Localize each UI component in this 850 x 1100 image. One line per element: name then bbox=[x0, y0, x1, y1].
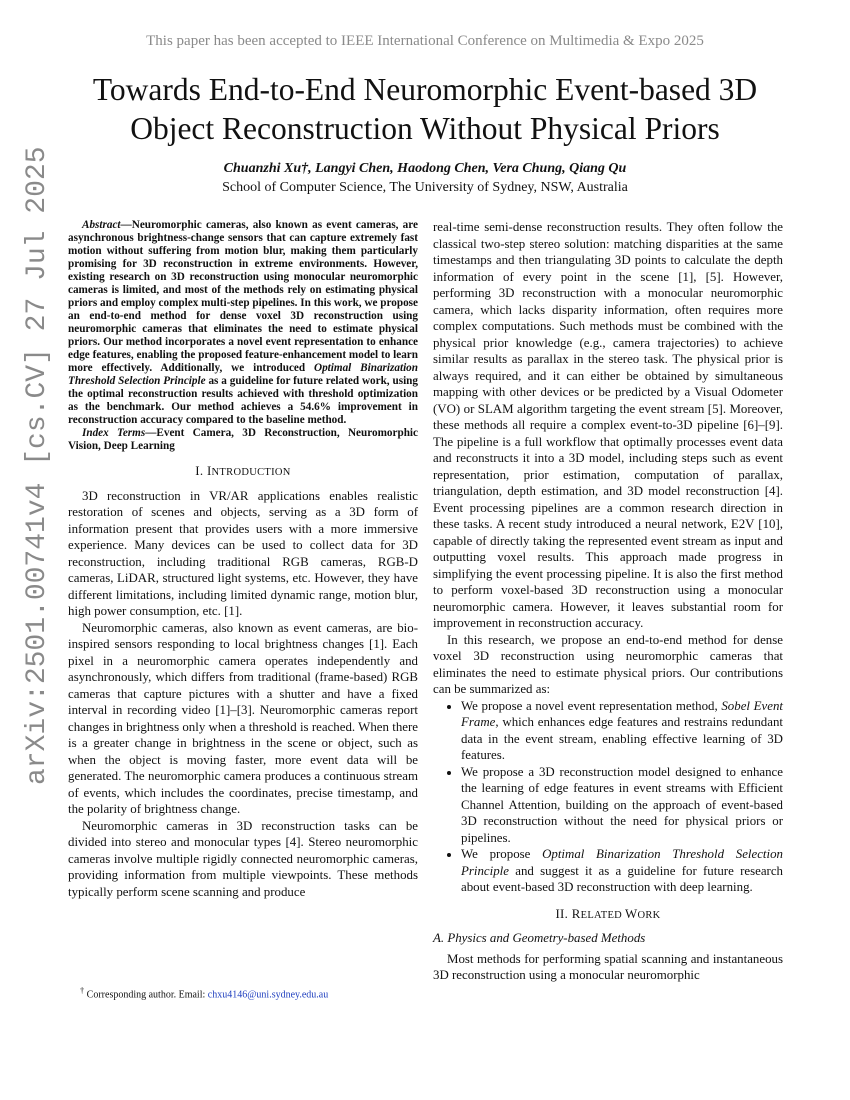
footnote-text: Corresponding author. Email: bbox=[84, 989, 208, 1001]
intro-paragraph-5: In this research, we propose an end-to-end method for dense voxel 3D reconstruction using neuromorphic cameras that eliminates the need to estimate physical priors. Our contributions can be summarized as: bbox=[433, 632, 783, 696]
abstract-text: —Neuromorphic cameras, also known as event cameras, are asynchronous brightness-change sensors that can capture extremely fast motion without suffering from motion blur, making them particularly promising for 3D reconstruction in extreme environments. However, existing research on 3D reconstruction using monocular neuromorphic cameras is limited, and most of the methods rely on estimating physical priors and employ complex multi-step pipelines. In this work, we propose an end-to-end method for dense voxel 3D reconstruction using neuromorphic cameras that eliminates the need to estimate physical priors. Our method incorporates a novel event representation to enhance edge features, enabling the proposed feature-enhancement model to learn more effectively. Additionally, we introduced bbox=[68, 219, 418, 374]
index-terms-label: Index Terms bbox=[82, 427, 146, 439]
section-heading-related-work bbox=[433, 906, 783, 925]
abstract-label: Abstract bbox=[82, 219, 121, 231]
right-column bbox=[433, 219, 783, 984]
related-work-paragraph: Most methods for performing spatial scanning and instantaneous 3D reconstruction using a monocular neuromorphic bbox=[433, 951, 783, 982]
section-heading-introduction bbox=[68, 463, 418, 482]
title-line-2: Object Reconstruction Without Physical Priors bbox=[130, 111, 720, 146]
abstract-text-end: as a guideline for future related work, using the optimal reconstruction results achieved with threshold optimization as the benchmark. Our method achieves a 54.6% improvement in reconstruction accuracy compared to the baseline method. bbox=[68, 375, 419, 426]
title-line-1: Towards End-to-End Neuromorphic Event-based 3D bbox=[92, 72, 758, 107]
left-column bbox=[68, 219, 418, 900]
section-heading-rest: ELATED bbox=[580, 909, 625, 921]
contribution-emphasis: Sobel Event Frame bbox=[461, 698, 783, 729]
abstract bbox=[68, 219, 418, 427]
intro-paragraph-3: Neuromorphic cameras in 3D reconstruction tasks can be divided into stereo and monocular types [4]. Stereo neuromorphic cameras involve multiple rigidly connected neuromorphic cameras, providing information from multiple viewpoints. These methods typically perform scene scanning and produce bbox=[68, 818, 418, 899]
contribution-text: We propose a novel event representation method, bbox=[461, 698, 722, 713]
acceptance-note: This paper has been accepted to IEEE International Conference on Multimedia & Expo 2025 bbox=[146, 33, 704, 49]
section-heading-rest: NTRODUCTION bbox=[211, 467, 291, 478]
section-number: I. bbox=[195, 464, 204, 478]
section-heading-initial: I bbox=[206, 464, 212, 478]
section-number: II. bbox=[555, 906, 569, 921]
contribution-list bbox=[433, 698, 783, 896]
index-terms-text: —Event Camera, 3D Reconstruction, Neuromorphic Vision, Deep Learning bbox=[68, 427, 418, 452]
contribution-text: We propose bbox=[461, 847, 543, 861]
section-heading-rest-2: ORK bbox=[637, 909, 661, 921]
contribution-item bbox=[461, 698, 783, 764]
footnote bbox=[80, 986, 410, 1000]
contribution-text-end: and suggest it as a guideline for future research about event-based 3D reconstruction with deep learning. bbox=[461, 863, 783, 894]
email-link[interactable]: chxu4146@uni.sydney.edu.au bbox=[207, 989, 329, 1001]
intro-paragraph-1: 3D reconstruction in VR/AR applications enables realistic restoration of scenes and objects, serving as a 3D form of information present that provides users with a more immersive experience. Many devices can be used to collect data for 3D reconstruction, including traditional RGB cameras, RGB-D cameras, LiDAR, structured light systems, etc. However, they have different limitations, including limited dynamic range, motion blur, high power consumption, etc. [1]. bbox=[68, 488, 418, 618]
abstract-principle: Optimal Binarization Threshold Selection Principle bbox=[68, 362, 418, 387]
section-heading-initial-2: W bbox=[625, 906, 638, 921]
contribution-text-end: , which enhances edge features and restrains redundant data in the event stream, enabling effective learning of 3D features. bbox=[461, 715, 783, 762]
subsection-heading: A. Physics and Geometry-based Methods bbox=[433, 931, 646, 945]
contribution-item bbox=[461, 846, 783, 896]
paper-title bbox=[40, 70, 810, 148]
intro-paragraph-4: real-time semi-dense reconstruction results. They often follow the classical two-step stereo solution: matching disparities at the same timestamps and then triangulating 3D points to calculate the depth information of every point in the scene [1], [5]. However, performing 3D reconstruction with a monocular neuromorphic camera, which lacks disparity information, often requires more complex computations. Such methods must be combined with the physical prior knowledge (e.g., camera trajectories) to achieve similar results as parallax in the stereo task. The physical prior is always required, and it can either be obtained by simultaneous mapping with other devices or be predicted by a Visual Odometer (VO) or SLAM algorithm targeting the event stream [5]. Moreover, these methods all require a complex event-to-3D pipeline [6]–[9]. The pipeline is a full workflow that optimally processes event data and reconstructs it into a 3D model, including steps such as event representation, prior estimation, computation of parallax, triangulation, depth estimation, and 3D model reconstruction [4]. Event processing pipelines are a common research direction in these tasks. A recent study introduced a neural network, E2V [10], capable of directly taking the represented event stream as input and outputting voxel results. This approach made progress in simplifying the event processing pipeline. It is also the first method to perform voxel-based 3D reconstruction using a monocular neuromorphic camera. However, it leaves substantial room for improvement in reconstruction accuracy. bbox=[433, 220, 783, 630]
affiliation: School of Computer Science, The University of Sydney, NSW, Australia bbox=[222, 180, 628, 195]
contribution-item bbox=[461, 764, 783, 847]
contribution-emphasis: Optimal Binarization Threshold Selection Principle bbox=[461, 847, 783, 878]
index-terms bbox=[68, 427, 418, 453]
footnote-mark: † bbox=[80, 986, 85, 995]
intro-paragraph-2: Neuromorphic cameras, also known as event cameras, are bio-inspired sensors responding to local brightness changes [1]. Each pixel in a neuromorphic camera operates independently and asynchronously, which differs from traditional (frame-based) RGB cameras that capture pictures with a shutter and have a fixed interval in recording video [1]–[3]. Neuromorphic cameras report changes in brightness only when a threshold is reached. When there is a greater change in brightness in the scene or object, such as when the object is moving faster, more event data will be generated. The neuromorphic camera produces a continuous stream of events, which includes the coordinates, precise timestamp, and the polarity of brightness change. bbox=[68, 620, 418, 816]
author-list: Chuanzhi Xu†, Langyi Chen, Haodong Chen, Vera Chung, Qiang Qu bbox=[223, 161, 627, 176]
arxiv-identifier: arXiv:2501.00741v4 [cs.CV] 27 Jul 2025 bbox=[22, 146, 53, 785]
contribution-text: We propose a 3D reconstruction model designed to enhance the learning of edge features in event streams with Efficient Channel Attention, building on the approach of event-based 3D reconstruction without the need for physical priors or pipelines. bbox=[461, 764, 783, 845]
section-heading-initial: R bbox=[571, 906, 581, 921]
